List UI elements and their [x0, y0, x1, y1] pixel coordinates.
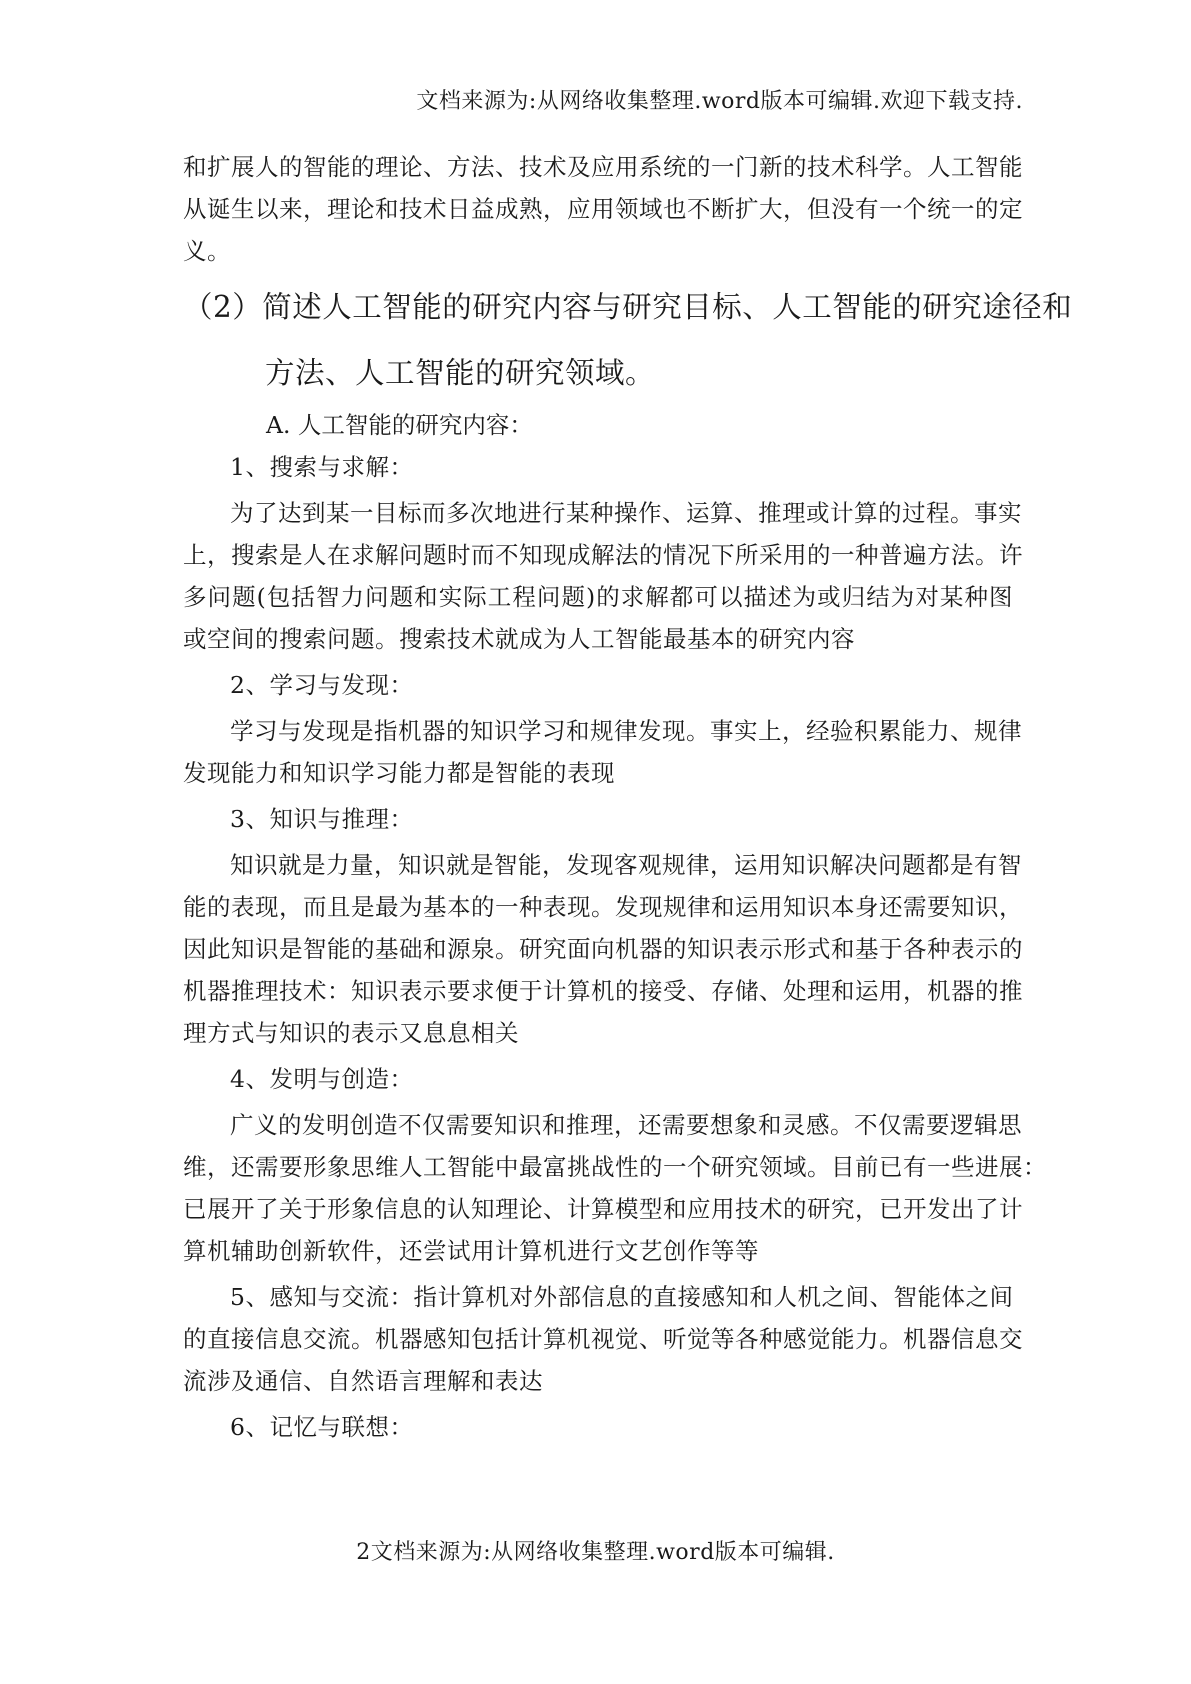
item-2-line-1: 学习与发现是指机器的知识学习和规律发现。事实上，经验积累能力、规律: [230, 717, 1022, 745]
item-1-line-4: 或空间的搜索问题。搜索技术就成为人工智能最基本的研究内容: [183, 625, 855, 653]
item-3-line-4: 机器推理技术：知识表示要求便于计算机的接受、存储、处理和运用，机器的推: [183, 977, 1023, 1005]
intro-line-2: 从诞生以来，理论和技术日益成熟，应用领域也不断扩大，但没有一个统一的定: [183, 195, 1023, 223]
item-3-line-1: 知识就是力量，知识就是智能，发现客观规律，运用知识解决问题都是有智: [230, 851, 1022, 879]
item-4-line-2: 维，还需要形象思维人工智能中最富挑战性的一个研究领域。目前已有一些进展：: [183, 1153, 1047, 1181]
intro-line-3: 义。: [183, 237, 231, 265]
item-4-line-1: 广义的发明创造不仅需要知识和推理，还需要想象和灵感。不仅需要逻辑思: [230, 1111, 1022, 1139]
document-body: [183, 146, 1073, 1448]
item-4-title: 4、发明与创造：: [230, 1065, 414, 1093]
item-1-line-2: 上，搜索是人在求解问题时而不知现成解法的情况下所采用的一种普遍方法。许: [183, 541, 1023, 569]
item-4-line-4: 算机辅助创新软件，还尝试用计算机进行文艺创作等等: [183, 1237, 759, 1265]
item-3-line-5: 理方式与知识的表示又息息相关: [183, 1019, 519, 1047]
page-header: 文档来源为:从网络收集整理.word版本可编辑.欢迎下载支持.: [416, 89, 1023, 114]
item-1-line-1: 为了达到某一目标而多次地进行某种操作、运算、推理或计算的过程。事实: [230, 499, 1022, 527]
item-2-line-2: 发现能力和知识学习能力都是智能的表现: [183, 759, 615, 787]
subsection-a-title: A. 人工智能的研究内容：: [266, 411, 533, 439]
item-6-title: 6、记忆与联想：: [230, 1413, 414, 1441]
item-1-line-3: 多问题(包括智力问题和实际工程问题)的求解都可以描述为或归结为对某种图: [183, 583, 1013, 611]
page-footer: 2文档来源为:从网络收集整理.word版本可编辑.: [356, 1540, 835, 1565]
item-3-title: 3、知识与推理：: [230, 805, 414, 833]
item-2-title: 2、学习与发现：: [230, 671, 414, 699]
item-5-line-3: 流涉及通信、自然语言理解和表达: [183, 1367, 543, 1395]
item-1-title: 1、搜索与求解：: [230, 453, 414, 481]
section-heading-2: （2）简述人工智能的研究内容与研究目标、人工智能的研究途径和: [183, 290, 1073, 324]
item-5-line-2: 的直接信息交流。机器感知包括计算机视觉、听觉等各种感觉能力。机器信息交: [183, 1325, 1023, 1353]
item-5-line-1: 5、感知与交流：指计算机对外部信息的直接感知和人机之间、智能体之间: [230, 1283, 1014, 1311]
item-3-line-3: 因此知识是智能的基础和源泉。研究面向机器的知识表示形式和基于各种表示的: [183, 935, 1023, 963]
section-heading-2-cont: 方法、人工智能的研究领域。: [265, 356, 656, 390]
item-3-line-2: 能的表现，而且是最为基本的一种表现。发现规律和运用知识本身还需要知识，: [183, 893, 1023, 921]
item-4-line-3: 已展开了关于形象信息的认知理论、计算模型和应用技术的研究，已开发出了计: [183, 1195, 1023, 1223]
intro-line-1: 和扩展人的智能的理论、方法、技术及应用系统的一门新的技术科学。人工智能: [183, 153, 1023, 181]
